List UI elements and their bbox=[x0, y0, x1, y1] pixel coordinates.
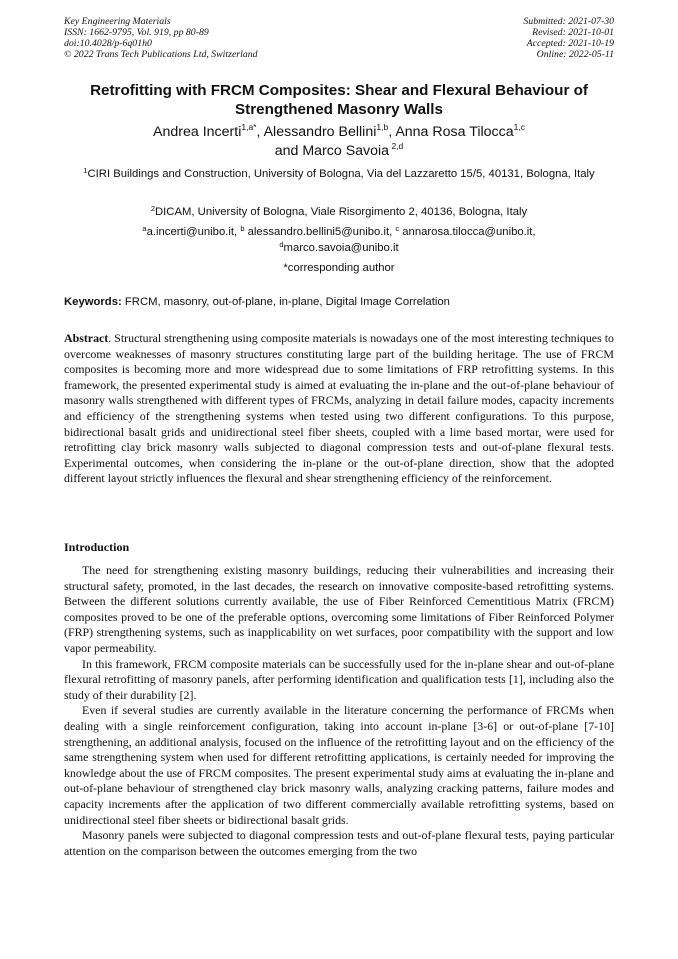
section-heading: Introduction bbox=[64, 540, 130, 554]
author-name: Andrea Incerti bbox=[153, 124, 242, 140]
author-sup: 1,b bbox=[376, 122, 389, 132]
paragraph: The need for strengthening existing masonry buildings, reducing their vulnerabilities and increasing their structural safety, promoted, in the last decades, the research on innovative composite-based retrofitting systems. Between the different solutions currently available, the use of Fiber Reinforced Cementitious Matrix (FRCM) composites proved to be one of the preferable options, overcoming some limitations of Fiber Reinforced Polymer (FRP) strengthening systems, such as inapplicability on wet surfaces, poor compatibility with the support and low vapor permeability. bbox=[64, 563, 614, 655]
email-link[interactable]: a.incerti@unibo.it, bbox=[146, 226, 241, 238]
paper-title: Retrofitting with FRCM Composites: Shear and Flexural Behaviour of Strengthened Masonry Walls bbox=[90, 82, 588, 118]
issn-line: ISSN: 1662-9795, Vol. 919, pp 80-89 bbox=[64, 27, 209, 38]
submitted-date: Submitted: 2021-07-30 bbox=[523, 16, 614, 27]
journal-info bbox=[64, 16, 258, 60]
author-list: Andrea Incerti$^{1,a*}$, Alessandro Bellini$^{1,b}$, Anna Rosa Tilocca$^{1,c}$ and Marco Savoia $^{2,d}$ bbox=[153, 122, 525, 159]
email-link[interactable]: marco.savoia@unibo.it bbox=[283, 242, 399, 254]
author-emails: $^a$a.incerti@unibo.it, $^b$ alessandro.bellini5@unibo.it, $^c$ annarosa.tilocca@unibo.it, $^d$marco.savoia@unibo.it bbox=[142, 224, 536, 254]
journal-name: Key Engineering Materials bbox=[64, 16, 171, 27]
accepted-date: Accepted: 2021-10-19 bbox=[526, 38, 614, 49]
author-sup: 2,d bbox=[389, 141, 404, 151]
paragraph: Masonry panels were subjected to diagonal compression tests and out-of-plane flexural tests, paying particular attention on the comparison between the outcomes emerging from the two bbox=[64, 828, 614, 858]
introduction-body bbox=[64, 563, 614, 859]
email-link[interactable]: alessandro.bellini5@unibo.it, bbox=[244, 226, 396, 238]
affiliation-2: $^2$DICAM, University of Bologna, Viale Risorgimento 2, 40136, Bologna, Italy bbox=[150, 204, 528, 218]
affiliation-1: $^1$CIRI Buildings and Construction, University of Bologna, Via del Lazzaretto 15/5, 40131, Bologna, Italy bbox=[83, 166, 595, 180]
abstract bbox=[64, 331, 614, 487]
author-name: Alessandro Bellini bbox=[263, 124, 377, 140]
keywords-label: Keywords: bbox=[64, 296, 122, 308]
copyright-line: © 2022 Trans Tech Publications Ltd, Switzerland bbox=[64, 49, 258, 60]
abstract-text: . Structural strengthening using composite materials is nowadays one of the most interesting techniques to overcome weaknesses of masonry structures constituting large part of the building heritage. The use of FRCM composites is becoming more and more widespread due to some limitations of FRP retrofitting systems. In this framework, the presented experimental study is aimed at evaluating the in-plane and the out-of-plane behaviour of masonry walls strengthened with different types of FRCMs, analyzing in detail failure modes, capacity increments and efficiency of the strengthening systems when tested using two different configurations. To this purpose, bidirectional basalt grids and unidirectional steel fiber sheets, coupled with a lime based mortar, were used for retrofitting clay brick masonry walls subjected to diagonal compression tests and out-of-plane flexural tests. Experimental outcomes, when considering the in-plane or the out-of-plane direction, show that the adopted different layout strictly influences the flexural and shear strengthening efficiency of the reinforcement. bbox=[64, 331, 614, 486]
doi-line: doi:10.4028/p-6q01h0 bbox=[64, 38, 152, 49]
revised-date: Revised: 2021-10-01 bbox=[532, 27, 614, 38]
author-name: and Marco Savoia bbox=[274, 143, 390, 159]
publication-dates bbox=[523, 16, 614, 60]
paragraph: In this framework, FRCM composite materials can be successfully used for the in-plane shear and out-of-plane flexural retrofitting of masonry panels, after performing identification and qualification tests [1], including also the study of their durability [2]. bbox=[64, 656, 614, 702]
email-link[interactable]: annarosa.tilocca@unibo.it, bbox=[399, 226, 536, 238]
author-sup: 1,c bbox=[513, 122, 525, 132]
author-sup: 1,a* bbox=[241, 122, 257, 132]
online-date: Online: 2022-05-11 bbox=[536, 49, 614, 60]
keywords bbox=[64, 294, 614, 310]
abstract-label: Abstract bbox=[64, 331, 109, 345]
keywords-text: FRCM, masonry, out-of-plane, in-plane, Digital Image Correlation bbox=[121, 296, 450, 308]
corresponding-note: *corresponding author bbox=[283, 262, 395, 274]
paragraph: Even if several studies are currently available in the literature concerning the performance of FRCMs when dealing with a single reinforcement configuration, taking into account in-plane [3-6] or out-of-plane [7-10] strengthening, an additional analysis, focused on the influence of the retrofitting layout and on the efficiency of the same strengthening system when used for different retrofitting applications, is certainly needed for improving the knowledge about the use of FRCM composites. The present experimental study aims at evaluating the in-plane and out-of-plane behaviour of strengthened clay brick masonry walls, analyzing cracking patterns, failure modes and capacity increments after the application of two different commercially available retrofitting systems, based on unidirectional steel fiber sheets or bidirectional basalt grids. bbox=[64, 703, 614, 827]
author-name: Anna Rosa Tilocca bbox=[395, 124, 514, 140]
